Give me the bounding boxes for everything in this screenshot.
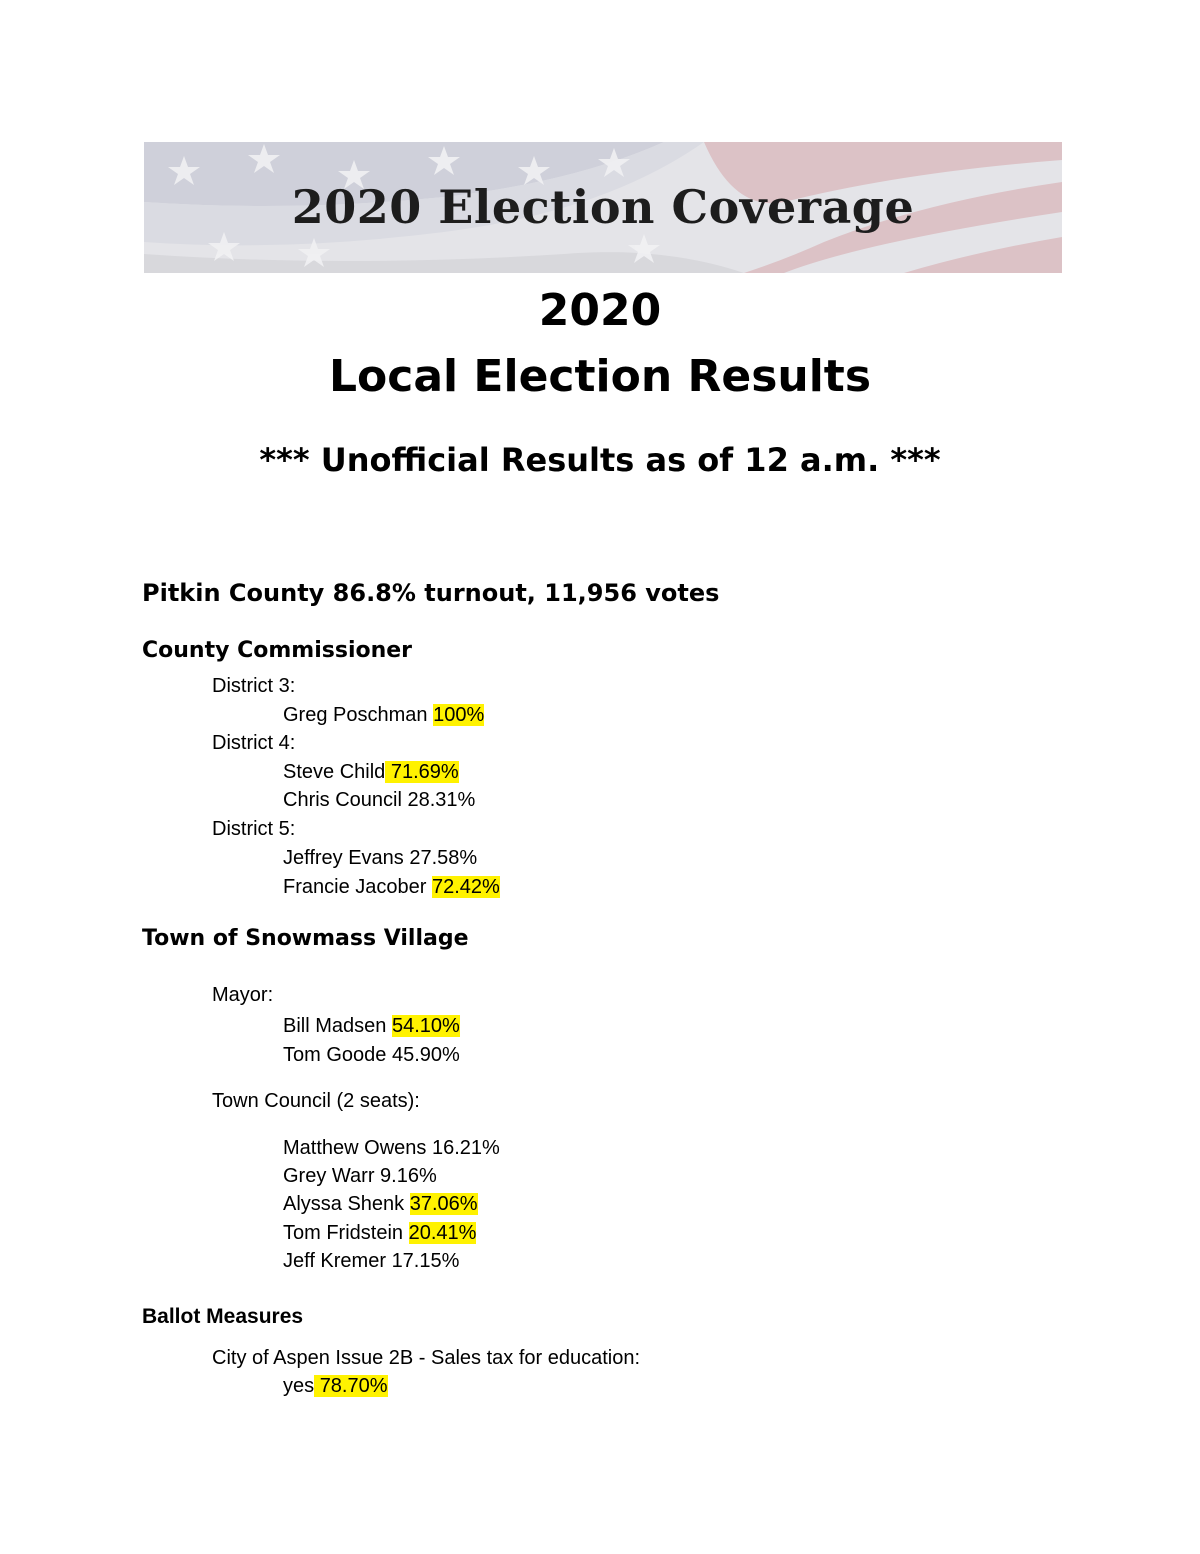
candidate-result — [283, 1249, 459, 1273]
candidate-name: Bill Madsen — [283, 1015, 387, 1037]
candidate-name: Tom Fridstein — [283, 1222, 404, 1244]
candidate-name: Grey Warr — [283, 1165, 375, 1187]
winner-percentage-value: 78.70% — [319, 1375, 388, 1397]
unofficial-notice: *** Unofficial Results as of 12 a.m. *** — [259, 441, 941, 479]
mayor-label: Mayor: — [212, 984, 274, 1006]
candidate-result — [283, 1014, 460, 1038]
candidate-result — [283, 760, 459, 784]
winner-percentage — [385, 761, 458, 783]
district-4-label: District 4: — [212, 732, 296, 754]
district-3-label: District 3: — [212, 675, 296, 697]
winner-percentage-value: 71.69% — [390, 761, 459, 783]
county-commissioner-heading: County Commissioner — [142, 638, 413, 663]
candidate-name: Matthew Owens — [283, 1137, 427, 1159]
candidate-name: Francie Jacober — [283, 876, 427, 898]
winner-percentage: 54.10% — [391, 1015, 460, 1037]
candidate-name: Steve Child — [283, 761, 386, 783]
candidate-percentage: 9.16% — [380, 1165, 437, 1187]
winner-percentage: 100% — [433, 704, 485, 726]
town-council-label: Town Council (2 seats): — [212, 1090, 420, 1112]
district-5-label: District 5: — [212, 818, 296, 840]
candidate-percentage: 27.58% — [409, 847, 478, 869]
candidate-result — [283, 703, 484, 727]
election-coverage-banner — [144, 142, 1062, 273]
candidate-result — [283, 1043, 460, 1067]
winner-percentage: 37.06% — [409, 1193, 478, 1215]
ballot-measures-heading: Ballot Measures — [142, 1305, 304, 1328]
candidate-result — [283, 1136, 500, 1160]
ballot-answer: yes — [283, 1375, 315, 1397]
candidate-result — [283, 788, 475, 812]
snowmass-village-heading: Town of Snowmass Village — [142, 926, 469, 951]
candidate-percentage: 45.90% — [391, 1044, 460, 1066]
banner-title: 2020 Election Coverage — [291, 180, 915, 234]
winner-percentage: 72.42% — [431, 876, 500, 898]
candidate-result — [283, 1192, 478, 1216]
candidate-percentage: 28.31% — [407, 789, 476, 811]
candidate-name: Jeff Kremer — [283, 1250, 386, 1272]
candidate-name: Jeffrey Evans — [283, 847, 404, 869]
candidate-name: Alyssa Shenk — [283, 1193, 405, 1215]
candidate-result — [283, 1221, 476, 1245]
candidate-name: Greg Poschman — [283, 704, 428, 726]
candidate-percentage: 17.15% — [391, 1250, 460, 1272]
county-turnout-summary: Pitkin County 86.8% turnout, 11,956 votes — [142, 579, 720, 607]
page-year: 2020 — [538, 285, 662, 336]
ballot-result — [283, 1374, 388, 1398]
winner-percentage — [314, 1375, 387, 1397]
candidate-name: Chris Council — [283, 789, 402, 811]
page-title: Local Election Results — [328, 351, 872, 402]
candidate-result — [283, 875, 500, 899]
winner-percentage: 20.41% — [408, 1222, 477, 1244]
candidate-name: Tom Goode — [283, 1044, 387, 1066]
candidate-result — [283, 1164, 437, 1188]
ballot-issue-label: City of Aspen Issue 2B - Sales tax for education: — [212, 1347, 641, 1369]
candidate-result — [283, 846, 477, 870]
candidate-percentage: 16.21% — [431, 1137, 500, 1159]
